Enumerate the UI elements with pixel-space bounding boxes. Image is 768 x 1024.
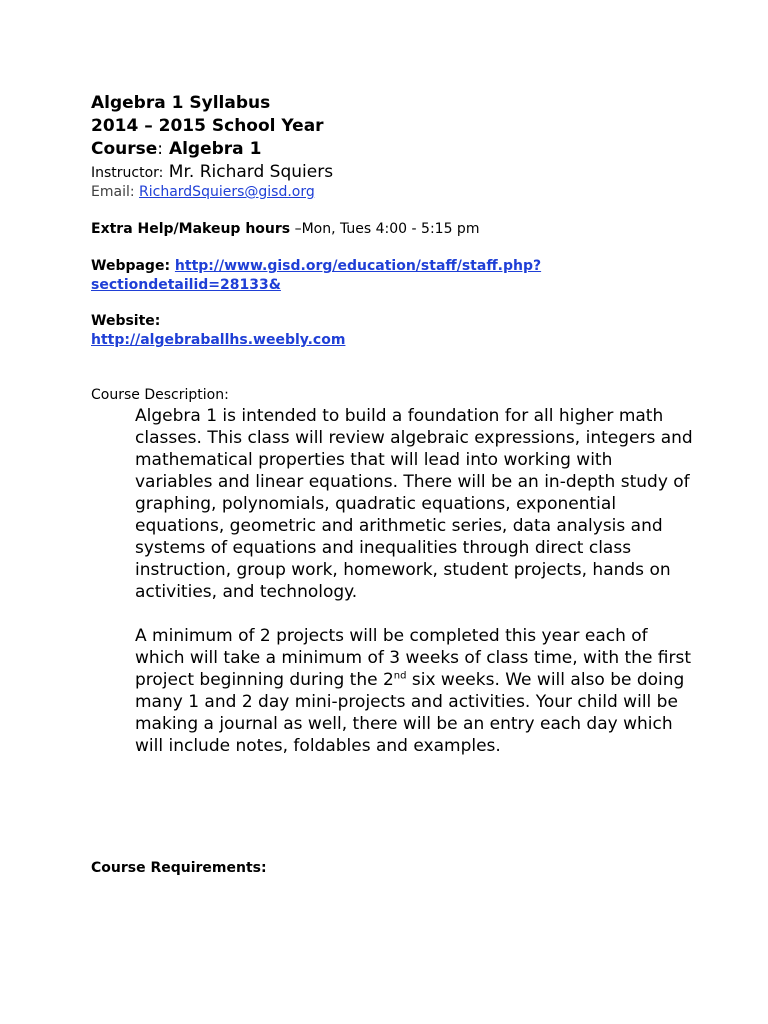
website-link[interactable]: http://algebraballhs.weebly.com (91, 332, 346, 348)
webpage-link-line1[interactable]: http://www.gisd.org/education/staff/staff.php? (174, 258, 542, 274)
help-hours-value: –Mon, Tues 4:00 - 5:15 pm (290, 221, 480, 237)
course-description (135, 405, 695, 757)
course-name: Algebra 1 (163, 139, 262, 159)
instructor-line (91, 161, 731, 184)
description-heading (91, 385, 731, 405)
course-colon: : (157, 139, 164, 159)
help-hours-label: Extra Help/Makeup hours (91, 221, 291, 237)
ordinal-suffix: nd (393, 670, 407, 682)
instructor-label: Instructor: (91, 165, 164, 181)
course-line (91, 138, 731, 161)
email-link[interactable]: RichardSquiers@gisd.org (139, 184, 315, 200)
email-line (91, 184, 731, 201)
help-hours-line (91, 218, 731, 240)
website-label: Website: (91, 313, 161, 329)
instructor-name: Mr. Richard Squiers (163, 162, 334, 182)
description-paragraph-1: Algebra 1 is intended to build a foundation for all higher math classes. This class will review algebraic expressions, integers and mathematical properties that will lead into working with variables and linear equations. There will be an in-depth study of graphing, polynomials, quadratic equations, exponential equations, geometric and arithmetic series, data analysis and systems of equations and inequalities through direct class instruction, group work, homework, student projects, hands on activities, and technology. (135, 406, 693, 602)
document-title: Algebra 1 Syllabus (91, 93, 271, 113)
course-label: Course (91, 139, 158, 159)
description-p2-part-a: A minimum of 2 projects will be completed this year each of which will take a minimum of 3 weeks of class time, with the first project beginning during the 2 (135, 626, 692, 690)
webpage-line-2 (91, 276, 731, 295)
description-p2-part-b: six weeks. We will also be doing many 1 and 2 day mini-projects and activities. Your child will be making a journal as well, there will be an entry each day which will include notes, foldables and examples. (135, 670, 685, 756)
school-year: 2014 – 2015 School Year (91, 116, 324, 136)
description-label: Course Description (91, 387, 225, 403)
description-colon: : (224, 387, 229, 403)
webpage-link-line2[interactable]: sectiondetailid=28133& (91, 277, 281, 293)
description-paragraph-2 (135, 625, 695, 757)
webpage-line (91, 257, 731, 276)
email-label: Email: (91, 184, 140, 200)
webpage-label: Webpage: (91, 258, 175, 274)
syllabus-page (91, 92, 731, 879)
requirements-heading: Course Requirements: (91, 860, 267, 876)
website-line (91, 331, 731, 350)
